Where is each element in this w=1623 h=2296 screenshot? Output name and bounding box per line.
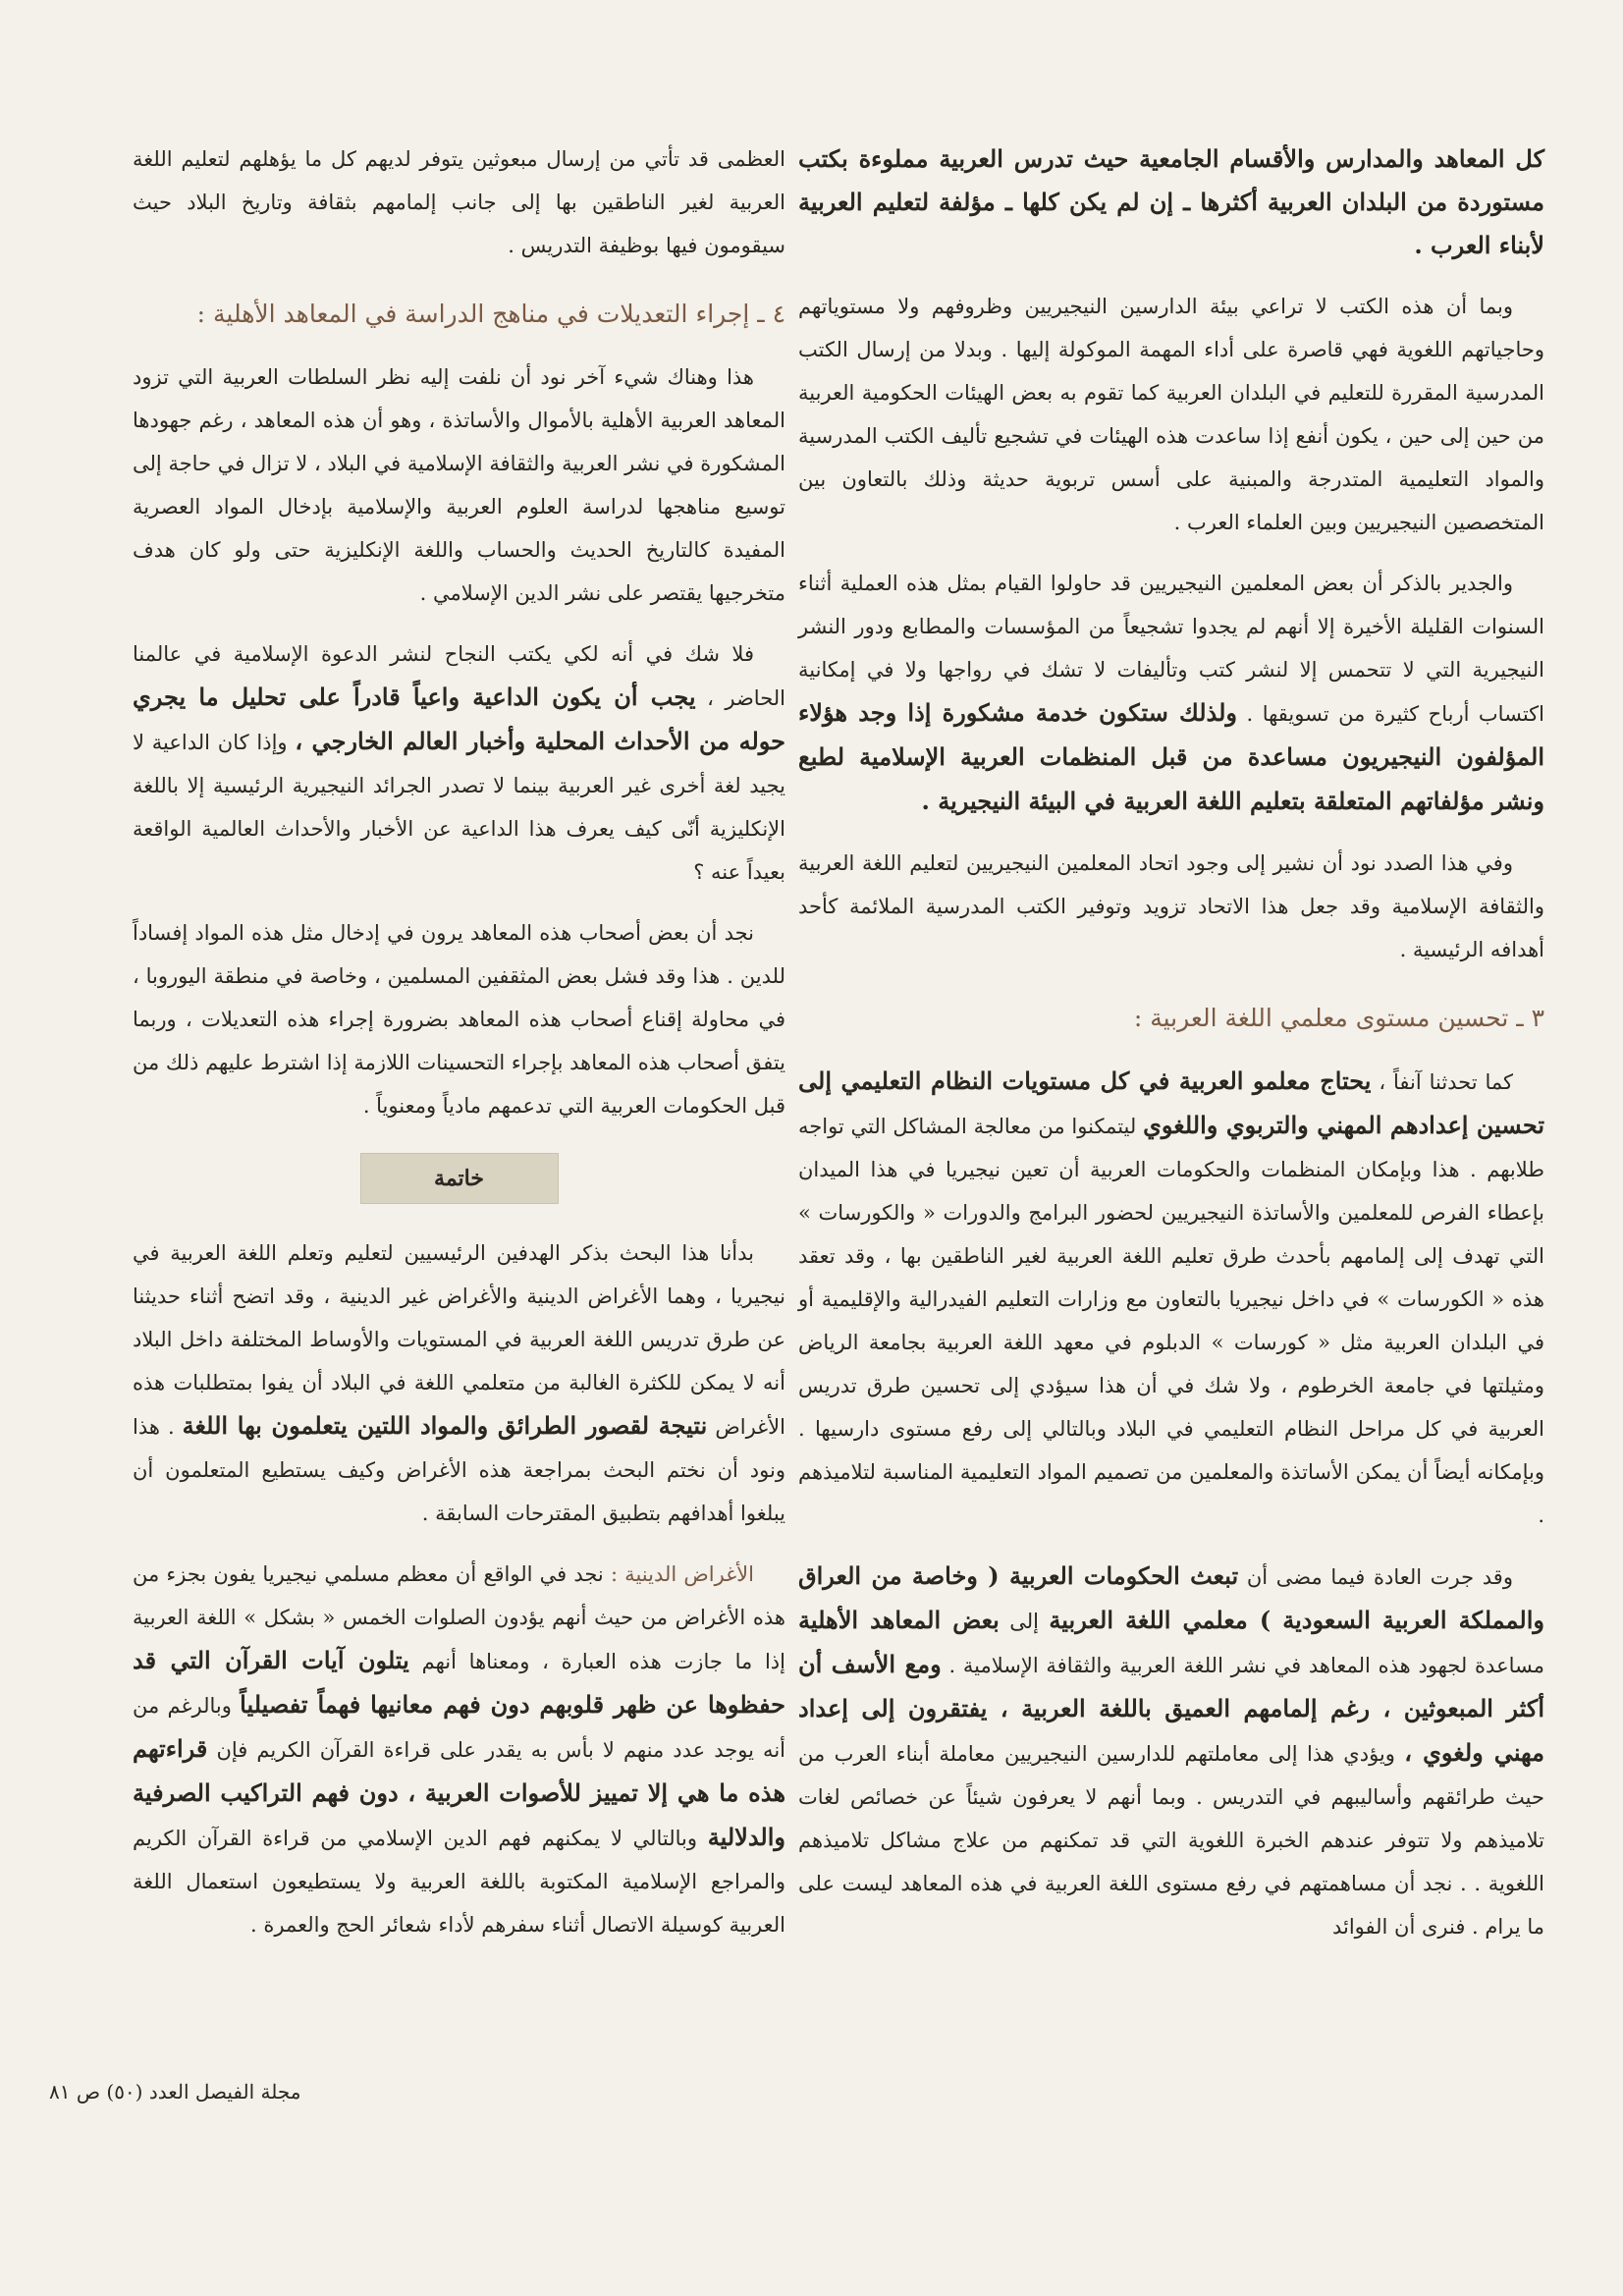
paragraph [133, 632, 785, 894]
text-span: وقد جرت العادة فيما مضى أن [1246, 1565, 1513, 1589]
paragraph [798, 562, 1544, 824]
text-span: فلا شك في أنه لكي يكتب النجاح لنشر الدعوة الإسلامية في عالمنا الحاضر ، [133, 642, 785, 710]
text-span: وإذا كان الداعية لا يجيد لغة أخرى غير العربية بينما لا تصدر الجرائد النيجيرية الرئيسية إلا باللغة الإنكليزية أنّى كيف يعرف هذا الداعية عن الأخبار والأحداث العالمية الواقعة بعيداً عنه ؟ [133, 731, 785, 884]
text-span: إلى [1009, 1610, 1040, 1633]
paragraph [798, 1060, 1544, 1537]
text-span: . هذا ونود أن نختم البحث بمراجعة هذه الأغراض وكيف يستطيع المتعلمون أن يبلغوا أهدافهم بتطبيق المقترحات السابقة . [133, 1415, 785, 1525]
text-span: وبالتالي لا يمكنهم فهم الدين الإسلامي من قراءة القرآن الكريم والمراجع الإسلامية المكتوبة باللغة العربية ولا يستطيعون استعمال اللغة العربية كوسيلة الاتصال أثناء سفرهم لأداء شعائر الحج والعمرة . [133, 1827, 785, 1937]
bold-text: ومع الأسف أن أكثر المبعوثين ، رغم إلمامهم العميق باللغة العربية ، يفتقرون إلى إعداد مهني ولغوي ، [798, 1650, 1544, 1767]
bold-text: ولذلك ستكون خدمة مشكورة إذا وجد هؤلاء المؤلفون النيجيريون مساعدة من قبل المنظمات العربية الإسلامية لطبع ونشر مؤلفاتهم المتعلقة بتعليم اللغة العربية في البيئة النيجيرية . [798, 698, 1544, 815]
text-span: وبالرغم من أنه يوجد عدد منهم لا بأس به يقدر على قراءة القرآن الكريم فإن [133, 1694, 785, 1762]
text-span: ليتمكنوا من معالجة المشاكل التي تواجه طلابهم . هذا وبإمكان المنظمات والحكومات العربية أن تعين نيجيريا في هذا الميدان بإعطاء الفرص للمعلمين والأساتذة النيجيريين لحضور البرامج والدورات « والكورسات » التي تهدف إلى إلمامهم بأحدث طرق تعليم اللغة العربية لغير الناطقين بها ، وقد تعقد هذه « الكورسات » في داخل نيجيريا بالتعاون مع وزارات التعليم الفيدرالية والإقليمية أو في البلدان العربية مثل « كورسات » الدبلوم في معهد اللغة العربية بجامعة الرياض ومثيلتها في جامعة الخرطوم ، ولا شك في أن هذا سيؤدي إلى تحسين طرق تدريس العربية في كل مراحل النظام التعليمي في البلاد وبالتالي إلى رفع مستوى دارسيها . وبإمكانه أيضاً أن يمكن الأساتذة والمعلمين من تصميم المواد التعليمية المناسبة لتلاميذهم . [798, 1115, 1544, 1527]
paragraph [133, 1231, 785, 1535]
bold-text: تبعث الحكومات العربية ( وخاصة من العراق والمملكة العربية السعودية ) معلمي اللغة العربية [798, 1561, 1544, 1634]
section-heading: ٤ ـ إجراء التعديلات في مناهج الدراسة في المعاهد الأهلية : [196, 300, 785, 328]
text-span: مساعدة لجهود هذه المعاهد في نشر اللغة العربية والثقافة الإسلامية . [948, 1654, 1544, 1677]
paragraph [798, 1555, 1544, 1948]
paragraph [133, 1553, 785, 1946]
paragraph: نجد أن بعض أصحاب هذه المعاهد يرون في إدخال مثل هذه المواد إفساداً للدين . هذا وقد فشل بعض المثقفين المسلمين ، وخاصة في منطقة اليوروبا ، في محاولة إقناع أصحاب هذه المعاهد بضرورة إجراء هذه التعديلات ، وربما يتفق أصحاب هذه المعاهد بإجراء التحسينات اللازمة إذا اشترط عليهم ذلك من قبل الحكومات العربية التي تدعمهم مادياً ومعنوياً . [133, 921, 785, 1118]
text-span: والجدير بالذكر أن بعض المعلمين النيجيريين قد حاولوا القيام بمثل هذه العملية أثناء السنوات القليلة الأخيرة إلا أنهم لم يجدوا تشجيعاً من المؤسسات والمطابع ودور النشر النيجيرية التي لا تتحمس إلا لنشر كتب وتأليفات لا تشك في رواجها ولا في إمكانية اكتساب أرباح كثيرة من تسويقها . [798, 572, 1544, 726]
paragraph: كل المعاهد والمدارس والأقسام الجامعية حيث تدرس العربية مملوءة بكتب مستوردة من البلدان العربية أكثرها ـ إن لم يكن كلها ـ مؤلفة لتعليم العربية لأبناء العرب . [798, 144, 1544, 259]
text-span: كما تحدثنا آنفاً ، [1379, 1070, 1514, 1094]
bold-text: يجب أن يكون الداعية واعياً قادراً على تحليل ما يجري حوله من الأحداث المحلية وأخبار العالم الخارجي ، [133, 683, 785, 755]
conclusion-heading: خاتمة [360, 1153, 559, 1204]
bold-text: يحتاج معلمو العربية في كل مستويات النظام التعليمي إلى تحسين إعدادهم المهني والتربوي واللغوي [798, 1066, 1544, 1139]
lead-phrase: الأغراض الدينية : [610, 1562, 754, 1586]
paragraph: وبما أن هذه الكتب لا تراعي بيئة الدارسين النيجيريين وظروفهم ولا مستوياتهم وحاجياتهم اللغوية فهي قاصرة على أداء المهمة الموكولة إليها . وبدلا من إرسال الكتب المدرسية المقررة للتعليم في البلدان العربية كما تقوم به بعض الهيئات الحكومية العربية من حين إلى حين ، يكون أنفع إذا ساعدت هذه الهيئات في تشجيع تأليف الكتب المدرسية والمواد التعليمية المتدرجة والمبنية على أسس تربوية حديثة وذلك بالتعاون بين المتخصصين النيجيريين وبين العلماء العرب . [798, 295, 1544, 534]
section-heading: ٣ ـ تحسين مستوى معلمي اللغة العربية : [1133, 1004, 1544, 1032]
text-span: ويؤدي هذا إلى معاملتهم للدارسين النيجيريين معاملة أبناء العرب من حيث طرائقهم وأساليبهم في التدريس . وبما أنهم لا يعرفون شيئاً عن خصائص لغات تلاميذهم ولا تتوفر عندهم الخبرة اللغوية التي قد تمكنهم من علاج مشاكل تلاميذهم اللغوية . . نجد أن مساهمتهم في رفع مستوى اللغة العربية في هذه المعاهد ليست على ما يرام . فنرى أن الفوائد [798, 1742, 1544, 1939]
page-footer: مجلة الفيصل العدد (٥٠) ص ٨١ [49, 2080, 301, 2104]
text-span: نجد في الواقع أن معظم مسلمي نيجيريا يفون بجزء من هذه الأغراض من حيث أنهم يؤدون الصلوات الخمس « بشكل » اللغة العربية إذا ما جازت هذه العبارة ، ومعناها أنهم [133, 1562, 785, 1673]
text-span: بدأنا هذا البحث بذكر الهدفين الرئيسيين لتعليم وتعلم اللغة العربية في نيجيريا ، وهما الأغراض الدينية والأغراض غير الدينية ، وقد اتضح أثناء حديثنا عن طرق تدريس اللغة العربية في المستويات والأوساط المختلفة داخل البلاد أنه لا يمكن للكثرة الغالبة من متعلمي اللغة في البلاد أن يفوا بمتطلبات هذه الأغراض [133, 1241, 785, 1439]
bold-text: نتيجة لقصور الطرائق والمواد اللتين يتعلمون بها اللغة [182, 1411, 708, 1440]
left-column [133, 137, 785, 1964]
paragraph: العظمى قد تأتي من إرسال مبعوثين يتوفر لديهم كل ما يؤهلهم لتعليم اللغة العربية لغير الناطقين بها إلى جانب إلمامهم بثقافة وتاريخ البلاد حيث سيقومون فيها بوظيفة التدريس . [133, 147, 785, 257]
paragraph: وفي هذا الصدد نود أن نشير إلى وجود اتحاد المعلمين النيجيريين لتعليم اللغة العربية والثقافة الإسلامية وقد جعل هذا الاتحاد تزويد وتوفير الكتب المدرسية الملائمة كأحد أهدافه الرئيسية . [798, 851, 1544, 961]
bold-text: قراءتهم هذه ما هي إلا تمييز للأصوات العربية ، دون فهم التراكيب الصرفية والدلالية [133, 1734, 785, 1851]
bold-text: بعض المعاهد الأهلية [798, 1606, 1000, 1634]
paragraph: هذا وهناك شيء آخر نود أن نلفت إليه نظر السلطات العربية التي تزود المعاهد العربية الأهلية بالأموال والأساتذة ، وهو أن هذه المعاهد ، رغم جهودها المشكورة في نشر العربية والثقافة الإسلامية في البلاد ، لا تزال في حاجة إلى توسيع مناهجها لدراسة العلوم العربية والإسلامية بإدخال المواد العصرية المفيدة كالتاريخ الحديث والحساب واللغة الإنكليزية حتى ولو كان هدف متخرجيها يقتصر على نشر الدين الإسلامي . [133, 365, 785, 605]
bold-text: يتلون آيات القرآن التي قد حفظوها عن ظهر قلوبهم دون فهم معانيها فهماً تفصيلياً [133, 1646, 785, 1719]
right-column [798, 137, 1544, 1966]
